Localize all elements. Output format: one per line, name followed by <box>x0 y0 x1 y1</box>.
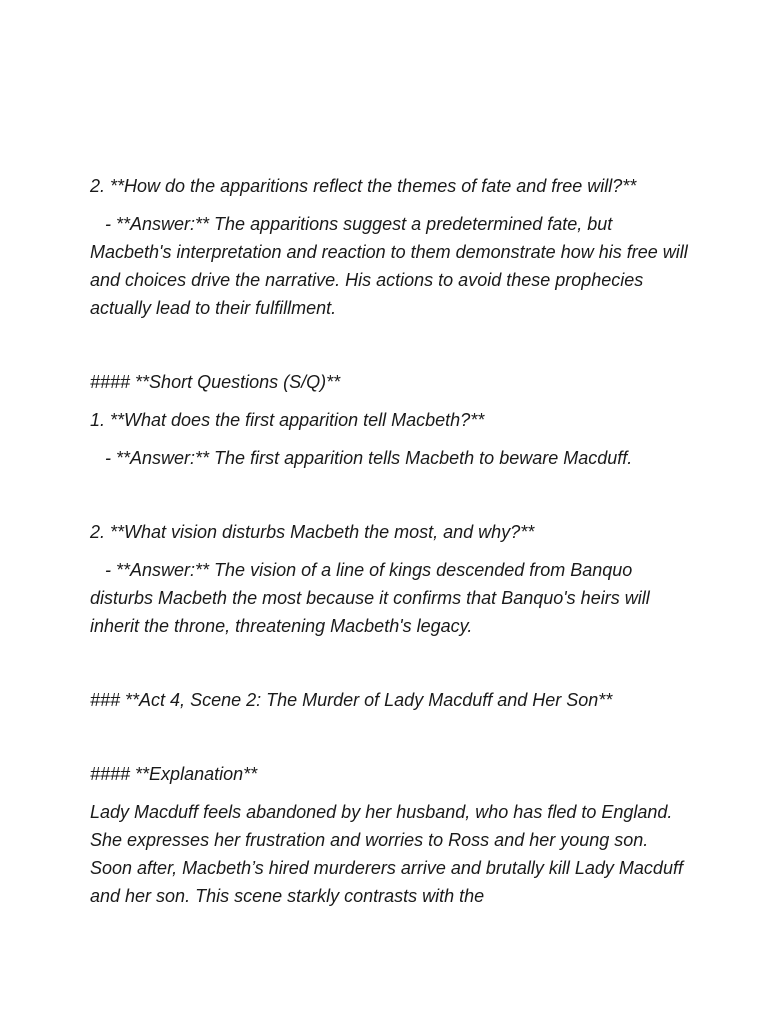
scene-heading: ### **Act 4, Scene 2: The Murder of Lady Macduff and Her Son** <box>90 690 613 710</box>
short-questions-heading: #### **Short Questions (S/Q)** <box>90 372 341 392</box>
answer-fate-free-will: - **Answer:** The apparitions suggest a predetermined fate, but Macbeth's interpretation and reaction to them demonstrate how his free will and choices drive the narrative. His actions to avoid these prophecies actually lead to their fulfillment. <box>90 214 693 318</box>
short-question-2: 2. **What vision disturbs Macbeth the most, and why?** <box>90 522 535 542</box>
explanation-heading: #### **Explanation** <box>90 764 258 784</box>
short-question-1: 1. **What does the first apparition tell Macbeth?** <box>90 410 485 430</box>
document-content <box>90 172 693 920</box>
short-answer-1: - **Answer:** The first apparition tells Macbeth to beware Macduff. <box>90 448 633 468</box>
explanation-text: Lady Macduff feels abandoned by her husband, who has fled to England. She expresses her frustration and worries to Ross and her young son. Soon after, Macbeth’s hired murderers arrive and brutally kill Lady Macduff and her son. This scene starkly contrasts with the <box>90 802 688 906</box>
short-answer-2: - **Answer:** The vision of a line of kings descended from Banquo disturbs Macbeth the most because it confirms that Banquo's heirs will inherit the throne, threatening Macbeth's legacy. <box>90 560 655 636</box>
question-fate-free-will: 2. **How do the apparitions reflect the themes of fate and free will?** <box>90 176 637 196</box>
